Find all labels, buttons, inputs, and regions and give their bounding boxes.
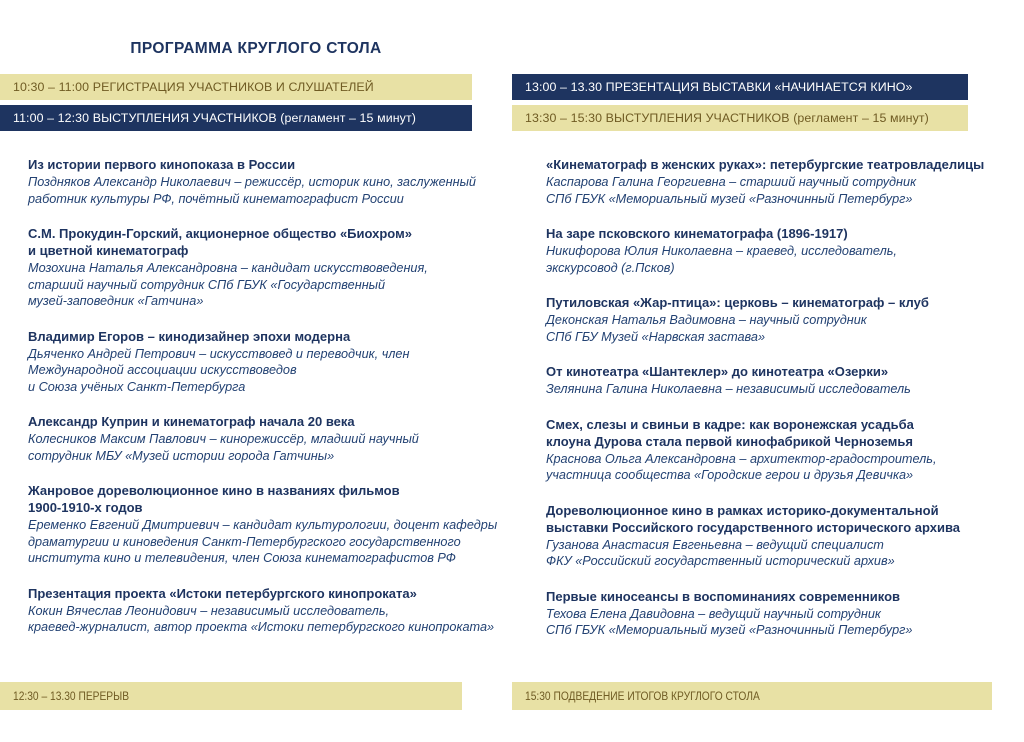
program-entry-speaker [546,243,1002,276]
program-entry-speaker-line: Еременко Евгений Дмитриевич – кандидат культурологии, доцент кафедры [28,518,498,532]
program-entry-title-line: Презентация проекта «Истоки петербургского кинопроката» [28,585,417,601]
program-entry-title-line: Дореволюционное кино в рамках историко-документальной [546,502,939,518]
schedule-bar-label: 15:30 ПОДВЕДЕНИЕ ИТОГОВ КРУГЛОГО СТОЛА [525,689,760,703]
program-entry-speaker-line: и Союза учёных Санкт-Петербурга [28,379,246,394]
program-entry-title [546,416,1002,450]
program-entry-speaker-line: Дьяченко Андрей Петрович – искусствовед и переводчик, член [28,346,410,361]
program-entry-title [546,588,1002,605]
program-entry-speaker [546,537,1002,570]
program-entry-speaker-line: СПб ГБУ Музей «Нарвская застава» [546,329,766,344]
program-entry-title-line: Жанровое дореволюционное кино в названиях фильмов [28,483,400,498]
program-entry-title-line: выставки Российского государственного исторического архива [546,519,961,535]
program-entry [546,225,1002,276]
schedule-bar-afternoon-talks [512,105,968,131]
program-entry-title-line: Смех, слезы и свиньи в кадре: как воронежская усадьба [546,416,914,432]
schedule-bar-label: 11:00 – 12:30 ВЫСТУПЛЕНИЯ УЧАСТНИКОВ (регламент – 15 минут) [13,111,416,125]
program-column-left [28,156,498,636]
program-entry-title-line: и цветной кинематограф [28,243,189,258]
program-entry-title-line: Путиловская «Жар-птица»: церковь – кинематограф – клуб [546,295,929,310]
program-entry [546,416,1002,484]
program-entry-speaker [546,312,1002,345]
program-entry-speaker [28,517,498,567]
program-entry-speaker [28,431,498,464]
program-entry-speaker-line: Международной ассоциации искусствоведов [28,363,297,377]
program-entry [28,482,498,567]
schedule-bar-label: 13:30 – 15:30 ВЫСТУПЛЕНИЯ УЧАСТНИКОВ (регламент – 15 минут) [525,111,929,125]
program-entry-speaker-line: Колесников Максим Павлович – кинорежиссёр, младший научный [28,432,419,446]
program-entry-title-line: С.М. Прокудин-Горский, акционерное общество «Биохром» [28,226,412,241]
program-entry-speaker-line: института кино и телевидения, член Союза кинематографистов РФ [28,551,456,565]
program-entry-speaker [546,381,1002,398]
program-entry-speaker-line: музей-заповедник «Гатчина» [28,294,204,308]
program-entry [546,588,1002,639]
program-entry-speaker-line: участница сообщества «Городские герои и друзья Девичка» [546,468,914,482]
program-entry-title-line: От кинотеатра «Шантеклер» до кинотеатра «Озерки» [546,364,889,379]
program-entry-speaker-line: Каспарова Галина Георгиевна – старший научный сотрудник [546,175,917,189]
program-entry-title-line: Первые киносеансы в воспоминаниях современников [546,588,901,604]
program-entry-title [28,328,498,345]
program-entry-speaker-line: драматургии и киноведения Санкт-Петербургского государственного [28,534,461,549]
program-entry-speaker [28,603,498,636]
program-entry-title-line: Из истории первого кинопоказа в России [28,157,296,172]
program-entry-speaker-line: Кокин Вячеслав Леонидович – независимый исследователь, [28,603,390,618]
program-entry-title [28,413,498,430]
schedule-bar-break [0,682,462,710]
program-entry-title [546,502,1002,536]
program-entry [546,363,1002,398]
program-entry-speaker-line: ФКУ «Российский государственный исторический архив» [546,554,895,568]
program-entry-title [28,585,498,602]
program-column-right [546,156,1002,639]
program-entry [28,585,498,636]
program-entry-title [546,225,1002,242]
program-entry-title-line: «Кинематограф в женских руках»: петербургские театровладелицы [546,157,985,172]
program-entry-speaker [28,260,498,310]
program-entry-title-line: 1900-1910-х годов [28,500,143,515]
program-entry [28,225,498,310]
program-entry-speaker-line: краевед-журналист, автор проекта «Истоки петербургского кинопроката» [28,620,495,634]
program-entry-speaker-line: сотрудник МБУ «Музей истории города Гатчины» [28,448,335,463]
program-entry-title-line: Владимир Егоров – кинодизайнер эпохи модерна [28,328,351,344]
program-entry-title [546,156,1002,173]
program-entry-speaker [28,174,498,207]
program-entry-speaker-line: старший научный сотрудник СПб ГБУК «Государственный [28,277,386,292]
program-entry-title [546,294,1002,311]
program-entry-title-line: На заре псковского кинематографа (1896-1917) [546,226,848,241]
program-entry-speaker [546,174,1002,207]
program-entry [28,328,498,396]
program-entry-speaker-line: СПб ГБУК «Мемориальный музей «Разночинный Петербург» [546,623,913,637]
schedule-bar-registration [0,74,472,100]
schedule-bar-exhibition-presentation [512,74,968,100]
schedule-bar-morning-talks [0,105,472,131]
program-entry-speaker-line: Гузанова Анастасия Евгеньевна – ведущий специалист [546,537,884,552]
program-entry-speaker-line: Мозохина Наталья Александровна – кандидат искусствоведения, [28,261,428,275]
program-entry-speaker-line: Поздняков Александр Николаевич – режиссёр, историк кино, заслуженный [28,175,476,189]
program-entry-title-line: Александр Куприн и кинематограф начала 20 века [28,414,355,429]
program-entry-speaker-line: СПб ГБУК «Мемориальный музей «Разночинный Петербург» [546,191,913,206]
schedule-bar-label: 13:00 – 13.30 ПРЕЗЕНТАЦИЯ ВЫСТАВКИ «НАЧИНАЕТСЯ КИНО» [525,80,913,94]
program-entry [546,502,1002,570]
schedule-bar-label: 10:30 – 11:00 РЕГИСТРАЦИЯ УЧАСТНИКОВ И СЛУШАТЕЛЕЙ [13,80,374,94]
program-entry [28,156,498,207]
program-entry-title [28,482,498,516]
program-entry-speaker-line: Техова Елена Давидовна – ведущий научный сотрудник [546,606,881,621]
program-entry-speaker-line: Краснова Ольга Александровна – архитектор-градостроитель, [546,451,937,466]
page-title: ПРОГРАММА КРУГЛОГО СТОЛА [130,40,382,57]
program-entry-speaker-line: экскурсовод (г.Псков) [546,260,675,275]
program-entry [28,413,498,464]
program-entry [546,294,1002,345]
schedule-bar-closing [512,682,992,710]
program-entry-title [28,225,498,259]
program-entry-speaker-line: работник культуры РФ, почётный кинематографист России [28,191,404,206]
program-entry-title [546,363,1002,380]
program-entry-speaker-line: Никифорова Юлия Николаевна – краевед, исследователь, [546,244,897,258]
program-entry-title-line: клоуна Дурова стала первой кинофабрикой Черноземья [546,433,913,449]
schedule-bar-label: 12:30 – 13.30 ПЕРЕРЫВ [13,689,130,703]
program-entry-speaker [546,451,1002,484]
program-entry-speaker-line: Зелянина Галина Николаевна – независимый исследователь [546,382,911,396]
program-entry-speaker [546,606,1002,639]
program-entry-speaker-line: Деконская Наталья Вадимовна – научный сотрудник [546,313,867,327]
program-entry-title [28,156,498,173]
program-entry [546,156,1002,207]
program-entry-speaker [28,346,498,396]
